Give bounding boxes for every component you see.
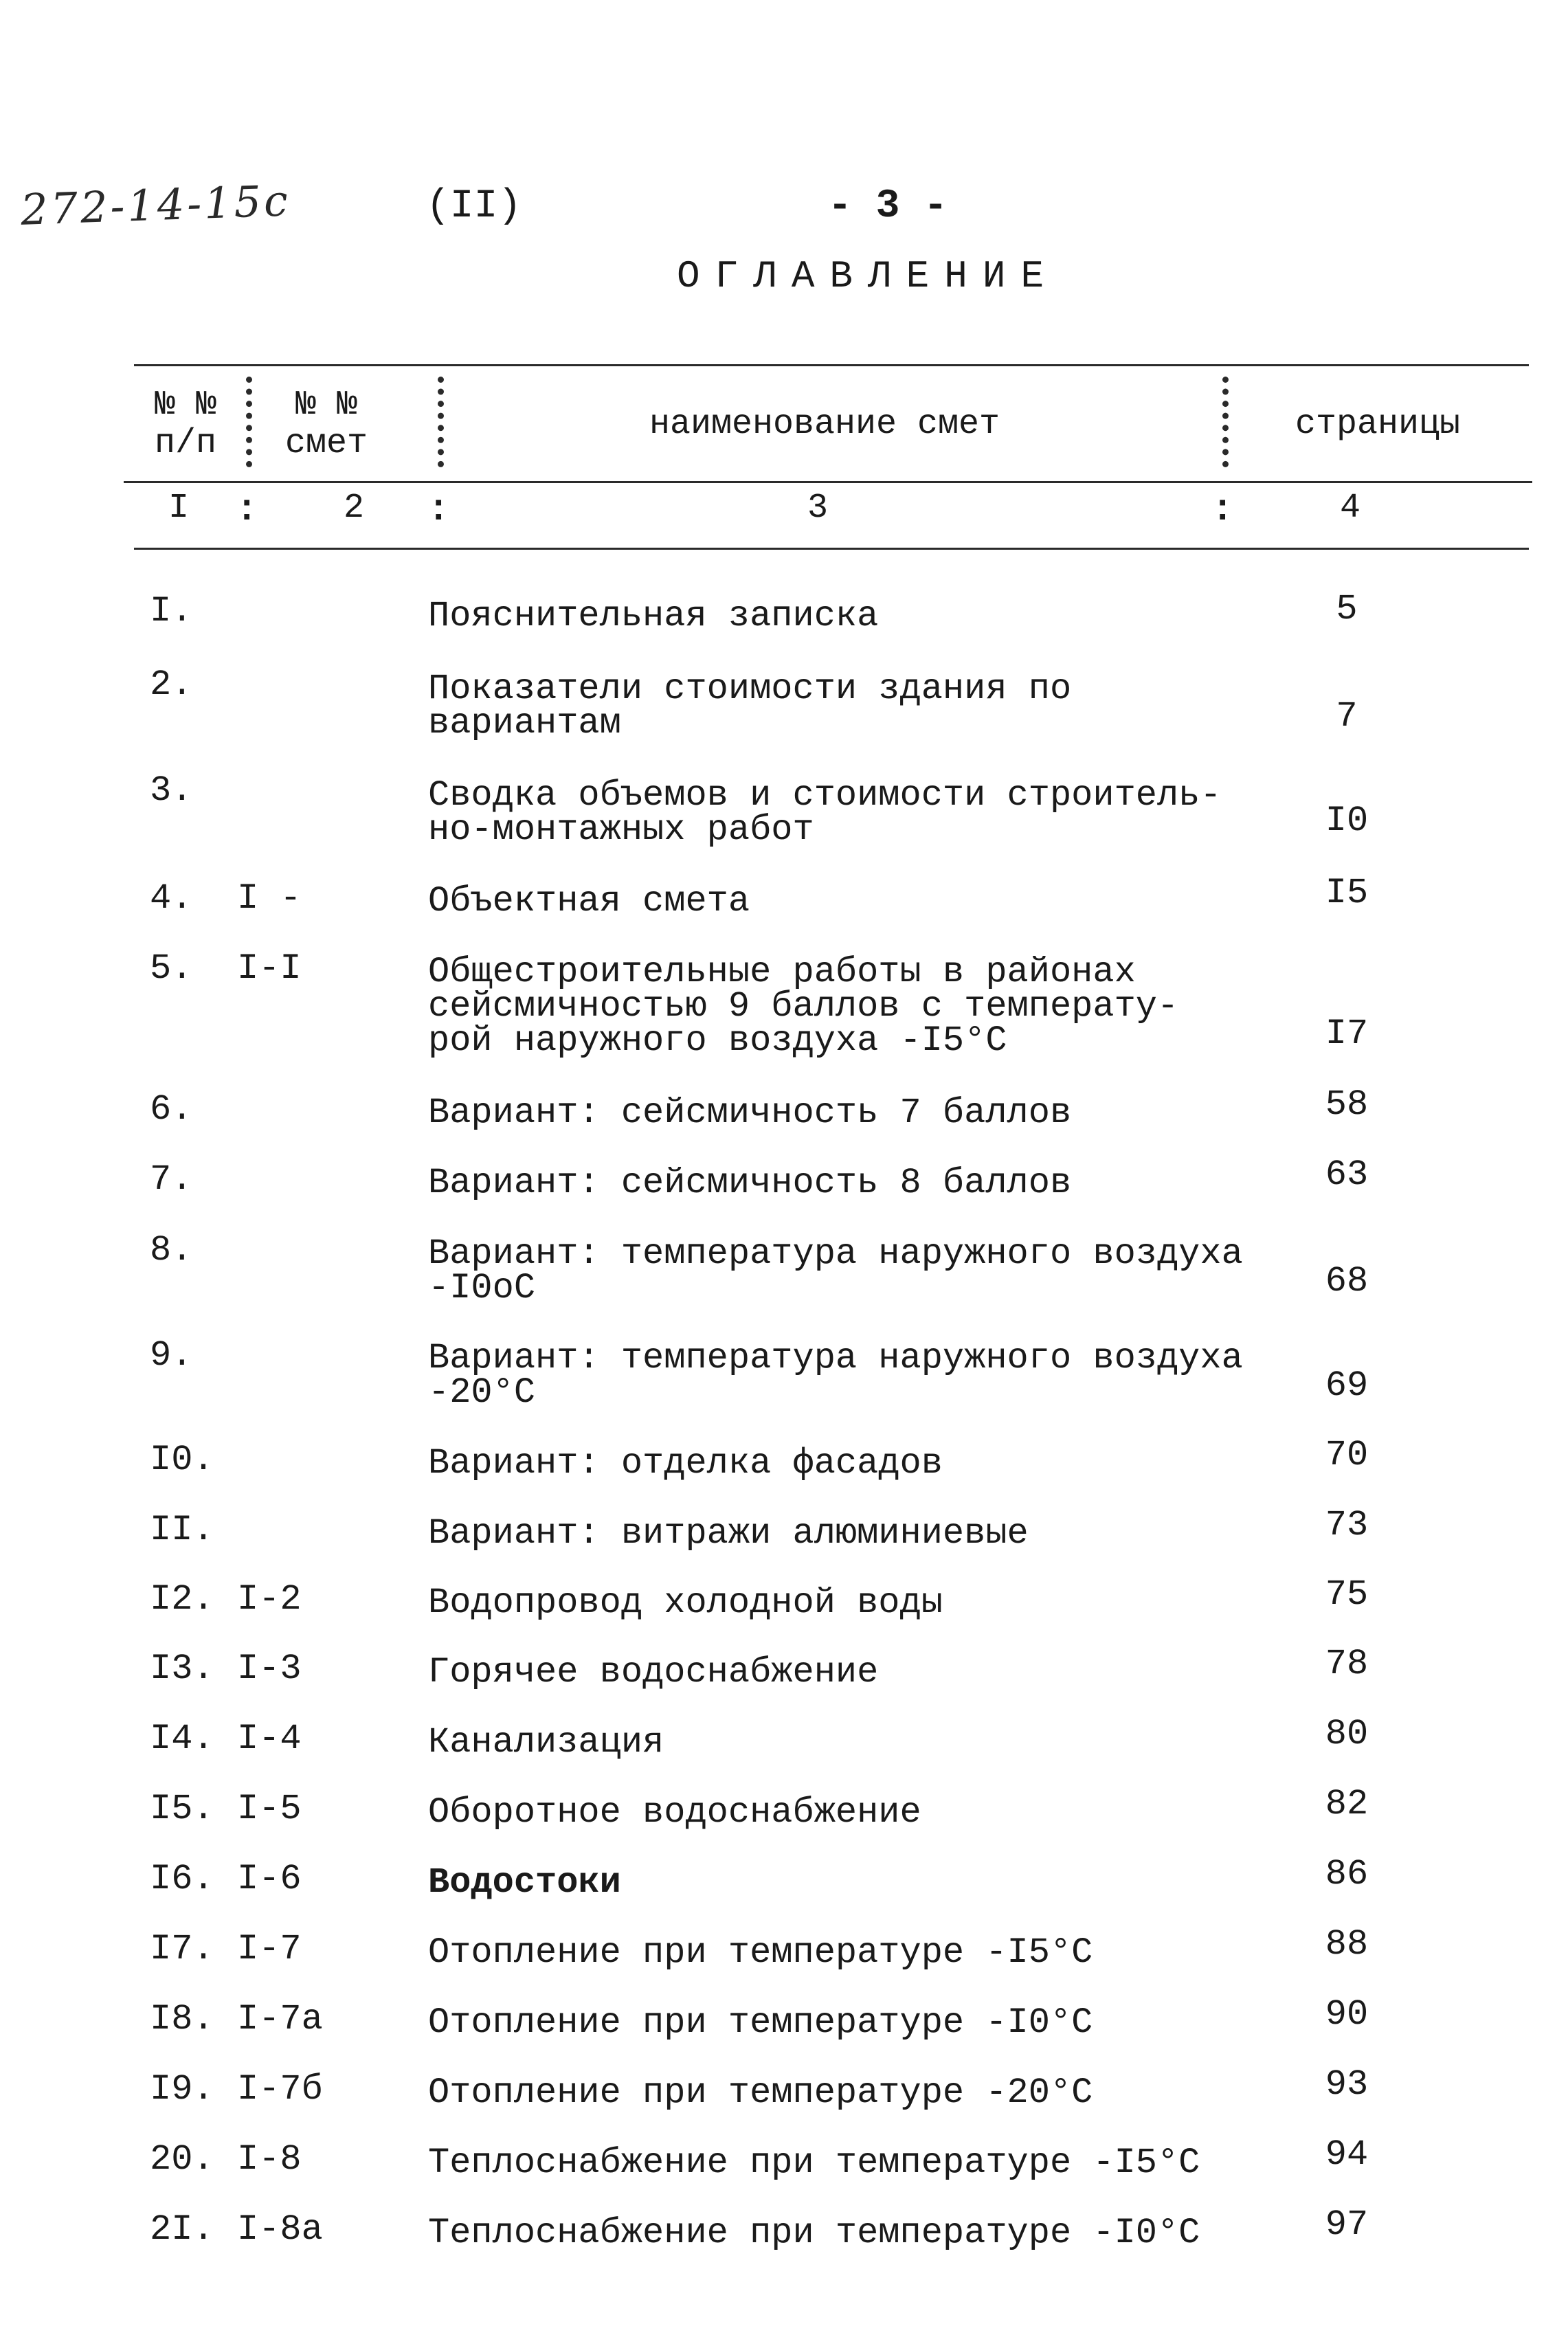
estimate-code: I-8а (237, 2209, 323, 2250)
row-number: I6. (150, 1859, 214, 1899)
column-divider (246, 377, 252, 467)
row-number: I8. (150, 1999, 214, 2040)
page-ref: 93 (1325, 2064, 1369, 2105)
row-number: II. (150, 1510, 214, 1550)
estimate-name: Теплоснабжение при температуре -I0°С (428, 2213, 1200, 2253)
row-number: 2I. (150, 2209, 214, 2250)
page-ref: 70 (1325, 1435, 1369, 1475)
column-divider (1222, 377, 1229, 467)
table-header-rule (124, 481, 1532, 483)
row-number: 6. (150, 1089, 193, 1130)
row-number: I. (150, 591, 193, 632)
row-number: 8. (150, 1230, 193, 1271)
page-ref: 90 (1325, 1994, 1369, 2035)
estimate-name: Канализация (428, 1722, 664, 1763)
column-index-2: 2 (343, 489, 364, 528)
estimate-code: I - (237, 878, 302, 919)
estimate-name: Вариант: витражи алюминиевые (428, 1513, 1029, 1554)
estimate-name: Сводка объемов и стоимости строитель- но-монтажных работ (428, 775, 1222, 850)
handwritten-document-code: 272-14-15с (19, 175, 291, 235)
column-index-4: 4 (1339, 489, 1360, 528)
estimate-code: I-7б (237, 2069, 323, 2110)
row-number: I0. (150, 1440, 214, 1480)
estimate-code: I-2 (237, 1579, 302, 1620)
column-index-separator: : (236, 489, 258, 531)
page-ref: 69 (1325, 1365, 1369, 1406)
page-ref: 80 (1325, 1714, 1369, 1754)
page-ref: 75 (1325, 1574, 1369, 1615)
part-number: (II) (426, 184, 522, 229)
estimate-code: I-8 (237, 2139, 302, 2180)
estimate-code: I-3 (237, 1649, 302, 1689)
row-number: I9. (150, 2069, 214, 2110)
estimate-name: Пояснительная записка (428, 596, 879, 636)
page-title: ОГЛАВЛЕНИЕ (677, 254, 1060, 298)
estimate-name: Вариант: сейсмичность 8 баллов (428, 1163, 1072, 1203)
column-index-3: 3 (807, 489, 828, 528)
estimate-code: I-4 (237, 1719, 302, 1759)
row-number: 3. (150, 770, 193, 811)
estimate-name: Вариант: сейсмичность 7 баллов (428, 1093, 1072, 1133)
row-number: 2. (150, 664, 193, 705)
estimate-code: I-I (237, 948, 302, 989)
table-bottom-rule (134, 548, 1529, 550)
page-ref: 73 (1325, 1505, 1369, 1545)
estimate-name: Общестроительные работы в районах сейсмичностью 9 баллов с температу- рой наружного воздуха -I5°С (428, 952, 1179, 1061)
page-ref: I0 (1325, 801, 1369, 841)
row-number: I2. (150, 1579, 214, 1620)
page-ref: 78 (1325, 1644, 1369, 1684)
estimate-name: Водопровод холодной воды (428, 1583, 943, 1623)
page-ref: 94 (1325, 2134, 1369, 2175)
estimate-name: Объектная смета (428, 881, 750, 921)
estimate-code: I-7 (237, 1929, 302, 1969)
estimate-name: Отопление при температуре -20°С (428, 2073, 1093, 2113)
row-number: I5. (150, 1789, 214, 1829)
estimate-code: I-5 (237, 1789, 302, 1829)
table-top-rule (134, 364, 1529, 366)
page-ref: I7 (1325, 1014, 1369, 1054)
column-header-estimate-name: наименование смет (649, 405, 1000, 444)
row-number: 5. (150, 948, 193, 989)
page-ref: 88 (1325, 1924, 1369, 1965)
column-header-estimate-number: № № смет (284, 386, 368, 463)
row-number: 20. (150, 2139, 214, 2180)
page-ref: 68 (1325, 1261, 1369, 1301)
page-number: - 3 - (828, 184, 948, 229)
estimate-name: Вариант: отделка фасадов (428, 1443, 943, 1484)
estimate-name: Теплоснабжение при температуре -I5°С (428, 2143, 1200, 2183)
estimate-name: Вариант: температура наружного воздуха -I0оС (428, 1233, 1243, 1308)
estimate-name: Вариант: температура наружного воздуха -20°С (428, 1338, 1243, 1413)
column-header-pages: страницы (1295, 405, 1461, 444)
column-header-row-number: № № п/п (154, 386, 216, 463)
estimate-name: Отопление при температуре -I0°С (428, 2002, 1093, 2043)
page-ref: I5 (1325, 873, 1369, 913)
row-number: 7. (150, 1159, 193, 1200)
row-number: 9. (150, 1335, 193, 1376)
page-ref: 82 (1325, 1784, 1369, 1824)
column-divider (438, 377, 444, 467)
row-number: I4. (150, 1719, 214, 1759)
estimate-name: Показатели стоимости здания по вариантам (428, 669, 1072, 744)
page-ref: 58 (1325, 1084, 1369, 1125)
page-ref: 5 (1336, 589, 1358, 629)
row-number: I7. (150, 1929, 214, 1969)
column-index-separator: : (427, 489, 450, 531)
estimate-name: Оборотное водоснабжение (428, 1792, 921, 1833)
row-number: 4. (150, 878, 193, 919)
column-index-separator: : (1211, 489, 1234, 531)
page-ref: 86 (1325, 1854, 1369, 1895)
page-ref: 63 (1325, 1154, 1369, 1195)
estimate-code: I-7а (237, 1999, 323, 2040)
estimate-name: Отопление при температуре -I5°С (428, 1932, 1093, 1973)
row-number: I3. (150, 1649, 214, 1689)
column-index-1: I (168, 489, 189, 528)
estimate-name: Горячее водоснабжение (428, 1652, 879, 1692)
page-ref: 97 (1325, 2204, 1369, 2245)
page-ref: 7 (1336, 696, 1358, 737)
estimate-code: I-6 (237, 1859, 302, 1899)
estimate-name: Водостоки (428, 1862, 621, 1903)
